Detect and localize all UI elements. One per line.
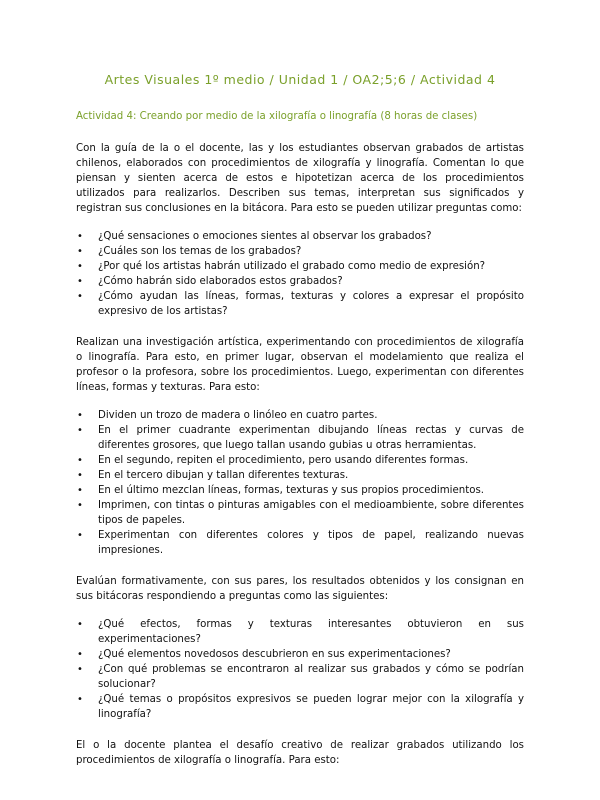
list-item xyxy=(76,244,524,259)
list-item-text: En el último mezclan líneas, formas, texturas y sus propios procedimientos. xyxy=(98,485,485,496)
list-item-text: En el segundo, repiten el procedimiento, pero usando diferentes formas. xyxy=(98,455,469,466)
list-item-text: ¿Qué efectos, formas y texturas interesantes obtuvieron en sus experimentaciones? xyxy=(98,619,524,645)
list-item-text: Dividen un trozo de madera o linóleo en cuatro partes. xyxy=(98,410,378,421)
questions-list-2 xyxy=(76,617,524,722)
intro-paragraph: Con la guía de la o el docente, las y los estudiantes observan grabados de artistas chilenos, elaborados con procedimientos de xilografía y linografía. Comentan lo que piensan y sienten acerca de estos e hipotetizan acerca de los procedimientos utilizados para realizarlos. Describen sus temas, interpretan sus significados y registran sus conclusiones en la bitácora. Para esto se pueden utilizar preguntas como: xyxy=(76,143,524,214)
list-item-text: ¿Con qué problemas se encontraron al realizar sus grabados y cómo se podrían solucionar? xyxy=(98,664,524,690)
list-item-text: Imprimen, con tintas o pinturas amigables con el medioambiente, sobre diferentes tipos de papeles. xyxy=(98,500,524,526)
list-item xyxy=(76,528,524,558)
bullet-icon: • xyxy=(77,246,83,257)
list-item xyxy=(76,274,524,289)
evaluation-paragraph: Evalúan formativamente, con sus pares, los resultados obtenidos y los consignan en sus bitácoras respondiendo a preguntas como las siguientes: xyxy=(76,576,524,602)
list-item xyxy=(76,453,524,468)
bullet-icon: • xyxy=(77,425,83,436)
bullet-icon: • xyxy=(77,500,83,511)
list-item-text: ¿Cuáles son los temas de los grabados? xyxy=(98,246,302,257)
list-item-text: En el primer cuadrante experimentan dibujando líneas rectas y curvas de diferentes grosores, que luego tallan usando gubias u otras herramientas. xyxy=(98,425,524,451)
list-item xyxy=(76,483,524,498)
bullet-icon: • xyxy=(77,276,83,287)
list-item-text: ¿Cómo habrán sido elaborados estos grabados? xyxy=(98,276,343,287)
list-item-text: ¿Qué temas o propósitos expresivos se pueden lograr mejor con la xilografía y linografía? xyxy=(98,694,524,720)
list-item xyxy=(76,468,524,483)
list-item-text: En el tercero dibujan y tallan diferentes texturas. xyxy=(98,470,349,481)
bullet-icon: • xyxy=(77,485,83,496)
bullet-icon: • xyxy=(77,261,83,272)
bullet-icon: • xyxy=(77,619,83,630)
activity-title xyxy=(76,109,524,124)
bullet-icon: • xyxy=(77,649,83,660)
list-item xyxy=(76,229,524,244)
questions-list-1 xyxy=(76,229,524,319)
bullet-icon: • xyxy=(77,231,83,242)
list-item xyxy=(76,662,524,692)
list-item xyxy=(76,647,524,662)
activity-title-text: Actividad 4: Creando por medio de la xilografía o linografía xyxy=(76,111,378,122)
list-item xyxy=(76,259,524,274)
bullet-icon: • xyxy=(77,694,83,705)
list-item-text: ¿Qué elementos novedosos descubrieron en sus experimentaciones? xyxy=(98,649,451,660)
list-item xyxy=(76,692,524,722)
list-item-text: ¿Cómo ayudan las líneas, formas, texturas y colores a expresar el propósito expresivo de los artistas? xyxy=(98,291,524,317)
research-paragraph: Realizan una investigación artística, experimentando con procedimientos de xilografía o linografía. Para esto, en primer lugar, observan el modelamiento que realiza el profesor o la profesora, sobre los procedimientos. Luego, experimentan con diferentes líneas, formas y texturas. Para esto: xyxy=(76,337,524,393)
activity-hours: (8 horas de clases) xyxy=(380,111,478,122)
bullet-icon: • xyxy=(77,470,83,481)
list-item-text: ¿Por qué los artistas habrán utilizado el grabado como medio de expresión? xyxy=(98,261,486,272)
bullet-icon: • xyxy=(77,455,83,466)
closing-paragraph: El o la docente plantea el desafío creativo de realizar grabados utilizando los procedimientos de xilografía o linografía. Para esto: xyxy=(76,740,524,766)
bullet-icon: • xyxy=(77,664,83,675)
list-item-text: Experimentan con diferentes colores y tipos de papel, realizando nuevas impresiones. xyxy=(98,530,524,556)
bullet-icon: • xyxy=(77,410,83,421)
list-item xyxy=(76,423,524,453)
list-item-text: ¿Qué sensaciones o emociones sientes al observar los grabados? xyxy=(98,231,432,242)
steps-list xyxy=(76,408,524,558)
list-item xyxy=(76,408,524,423)
bullet-icon: • xyxy=(77,291,83,302)
bullet-icon: • xyxy=(77,530,83,541)
list-item xyxy=(76,289,524,319)
list-item xyxy=(76,498,524,528)
document-body xyxy=(76,109,524,781)
list-item xyxy=(76,617,524,647)
page-header: Artes Visuales 1º medio / Unidad 1 / OA2;5;6 / Actividad 4 xyxy=(104,72,496,87)
